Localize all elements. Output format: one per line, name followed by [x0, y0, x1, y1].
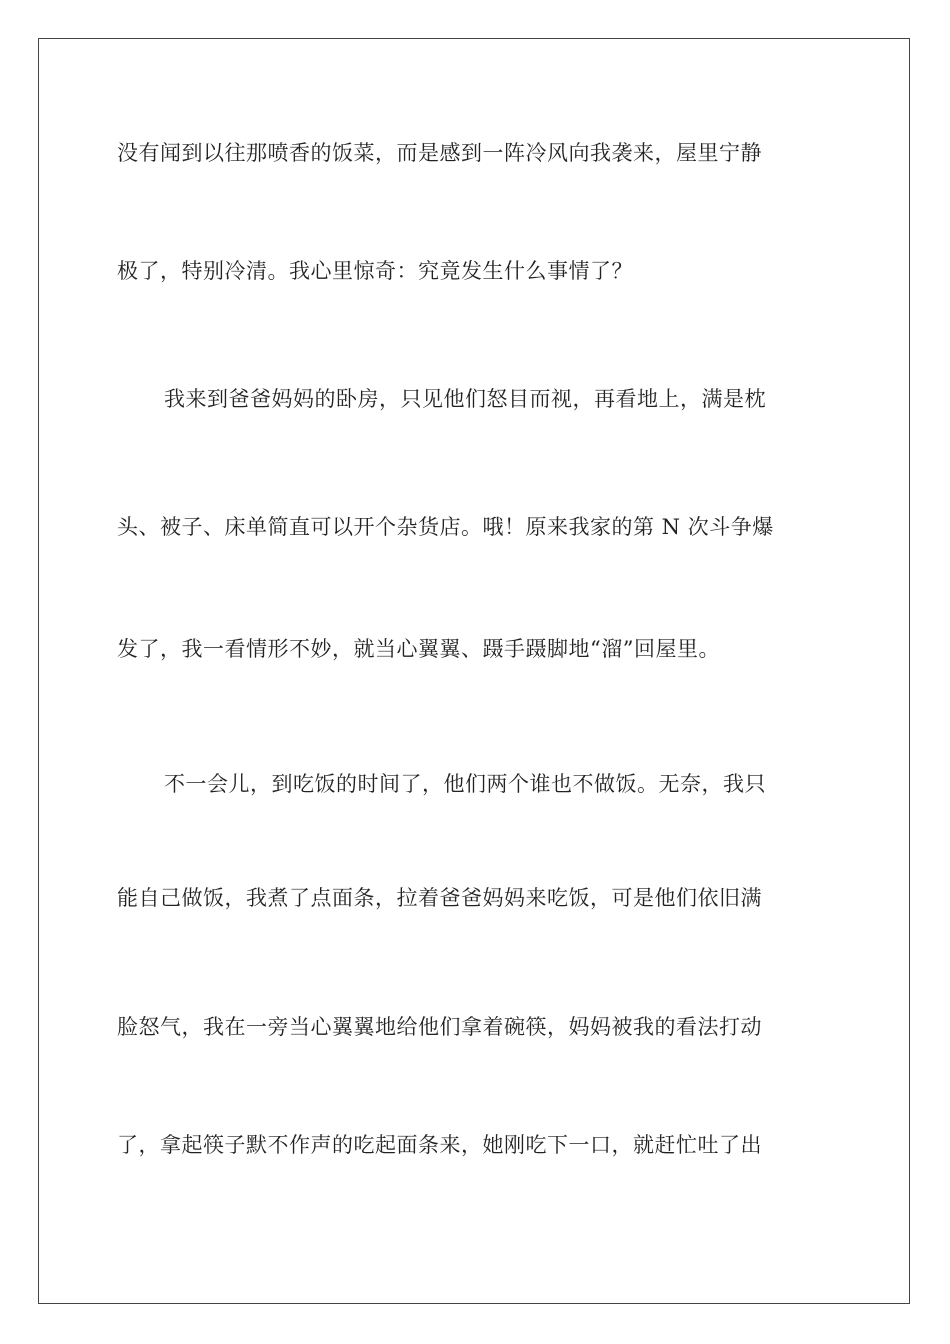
text-line-2: 极了，特别冷清。我心里惊奇：究竟发生什么事情了？	[117, 259, 633, 283]
page-border	[38, 38, 910, 1304]
paragraph-start-line-3: 我来到爸爸妈妈的卧房，只见他们怒目而视，再看地上，满是枕	[164, 387, 766, 411]
text-line-7: 能自己做饭，我煮了点面条，拉着爸爸妈妈来吃饭，可是他们依旧满	[117, 886, 762, 910]
text-line-1: 没有闻到以往那喷香的饭菜，而是感到一阵冷风向我袭来，屋里宁静	[117, 141, 762, 165]
text-line-9: 了，拿起筷子默不作声的吃起面条来，她刚吃下一口，就赶忙吐了出	[117, 1133, 762, 1157]
paragraph-start-line-6: 不一会儿，到吃饭的时间了，他们两个谁也不做饭。无奈，我只	[164, 772, 766, 796]
text-line-4: 头、被子、床单简直可以开个杂货店。哦！原来我家的第 N 次斗争爆	[117, 515, 774, 539]
text-line-5: 发了，我一看情形不妙，就当心翼翼、蹑手蹑脚地“溜”回屋里。	[117, 637, 720, 661]
text-line-8: 脸怒气，我在一旁当心翼翼地给他们拿着碗筷，妈妈被我的看法打动	[117, 1015, 762, 1039]
